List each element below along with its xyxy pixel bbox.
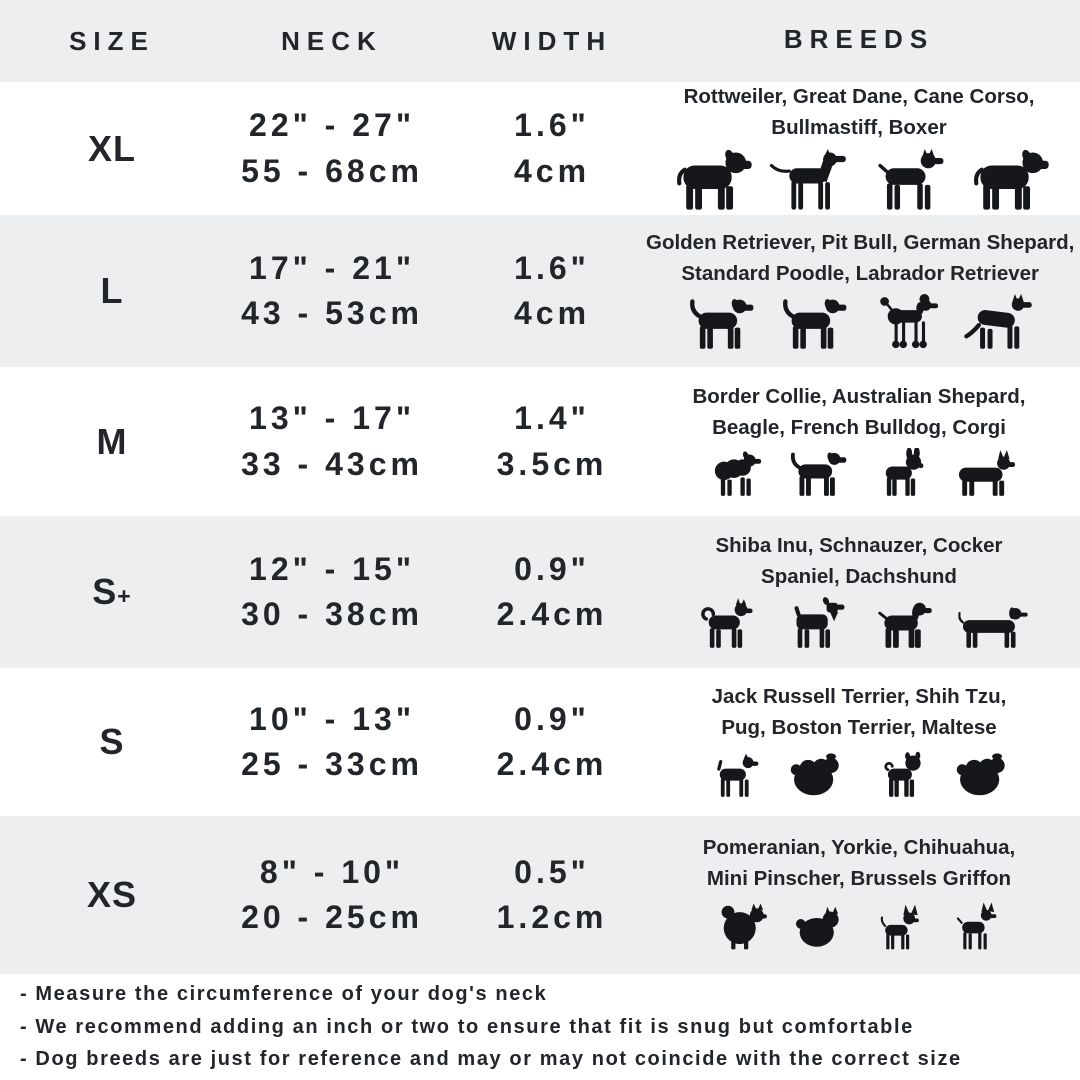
width-inches: 1.4" [514,400,590,437]
french-bulldog-icon [866,448,936,497]
neck-inches: 17" - 21" [249,249,415,286]
breed-icons [700,749,1019,798]
breed-list: Shiba Inu, Schnauzer, Cocker Spaniel, Dachshund [715,533,1003,588]
footnote-reference: - Dog breeds are just for reference and may or may not coincide with the correct size [20,1048,962,1071]
width-cm: 2.4cm [496,596,608,632]
width-inches: 0.9" [514,550,590,587]
neck-inches: 8" - 10" [259,853,405,890]
golden-retriever-icon [681,294,761,350]
breed-icons [681,294,1040,350]
neck-cm: 55 - 68cm [241,152,423,189]
bullmastiff-icon [965,149,1051,211]
footnote-measure: - Measure the circumference of your dog's neck [20,983,548,1006]
footnotes [0,974,1080,1080]
header-breeds: BREEDS [783,23,935,54]
breed-list: Golden Retriever, Pit Bull, German Shepard, Standard Poodle, Labrador Retriever [646,230,1075,285]
shiba-inu-icon [688,597,764,649]
size-label: XS [86,874,138,915]
breed-list: Jack Russell Terrier, Shih Tzu, Pug, Boston Terrier, Maltese [711,685,1007,739]
breed-list: Border Collie, Australian Shepard, Beagle, French Bulldog, Corgi [692,384,1026,439]
cane-corso-icon [866,149,952,211]
corgi-icon [949,448,1019,497]
neck-cm: 33 - 43cm [241,445,423,482]
breed-icons [688,597,1031,649]
pomeranian-icon [712,900,776,953]
width-inches: 1.6" [514,249,590,286]
great-dane-icon [767,149,853,211]
neck-cm: 25 - 33cm [241,746,423,782]
breed-list: Pomeranian, Yorkie, Chihuahua, Mini Pinscher, Brussels Griffon [702,836,1016,890]
australian-shepherd-icon [700,448,770,497]
breed-icons [712,900,1007,953]
min-pin-icon [943,900,1007,953]
header-size: SIZE [69,25,155,56]
footnote-recommend: - We recommend adding an inch or two to ensure that fit is snug but comfortable [20,1015,914,1038]
cocker-spaniel-icon [866,597,942,649]
width-cm: 2.4cm [496,746,608,782]
header-neck: NECK [281,25,383,56]
schnauzer-icon [777,597,853,649]
pug-icon [866,749,936,798]
neck-cm: 20 - 25cm [241,899,423,935]
breed-list: Rottweiler, Great Dane, Cane Corso, Bullmastiff, Boxer [683,85,1035,139]
rottweiler-icon [668,149,754,211]
width-inches: 0.5" [514,853,590,890]
size-row-xs [0,816,1080,974]
size-row-xl [0,82,1080,215]
beagle-icon [783,448,853,497]
neck-inches: 10" - 13" [249,700,415,737]
chihuahua-icon [866,900,930,953]
table-header-row [0,0,1080,82]
size-label: S [99,721,125,762]
size-label: L [100,270,124,311]
width-cm: 4cm [513,295,591,331]
size-row-s-plus [0,516,1080,668]
german-shepherd-icon [960,294,1040,350]
width-inches: 0.9" [514,700,590,737]
breed-icons [668,149,1051,211]
size-row-s [0,668,1080,816]
breed-icons [700,448,1019,497]
width-cm: 1.2cm [496,899,608,935]
dachshund-icon [955,597,1031,649]
standard-poodle-icon [867,294,947,350]
width-inches: 1.6" [514,107,590,144]
size-row-l [0,215,1080,367]
header-width: WIDTH [491,25,613,56]
jack-russell-icon [700,749,770,798]
neck-cm: 30 - 38cm [241,596,423,632]
neck-inches: 12" - 15" [249,550,415,587]
size-label: XL [87,127,136,169]
labrador-retriever-icon [774,294,854,350]
width-cm: 3.5cm [496,445,608,482]
shih-tzu-icon [783,749,853,798]
size-label: M [96,420,128,462]
size-row-m [0,367,1080,516]
maltese-icon [949,749,1019,798]
size-label: S+ [92,571,132,612]
neck-inches: 22" - 27" [249,107,415,144]
width-cm: 4cm [513,152,591,189]
neck-cm: 43 - 53cm [241,295,423,331]
yorkie-icon [789,900,853,953]
neck-inches: 13" - 17" [249,400,415,437]
